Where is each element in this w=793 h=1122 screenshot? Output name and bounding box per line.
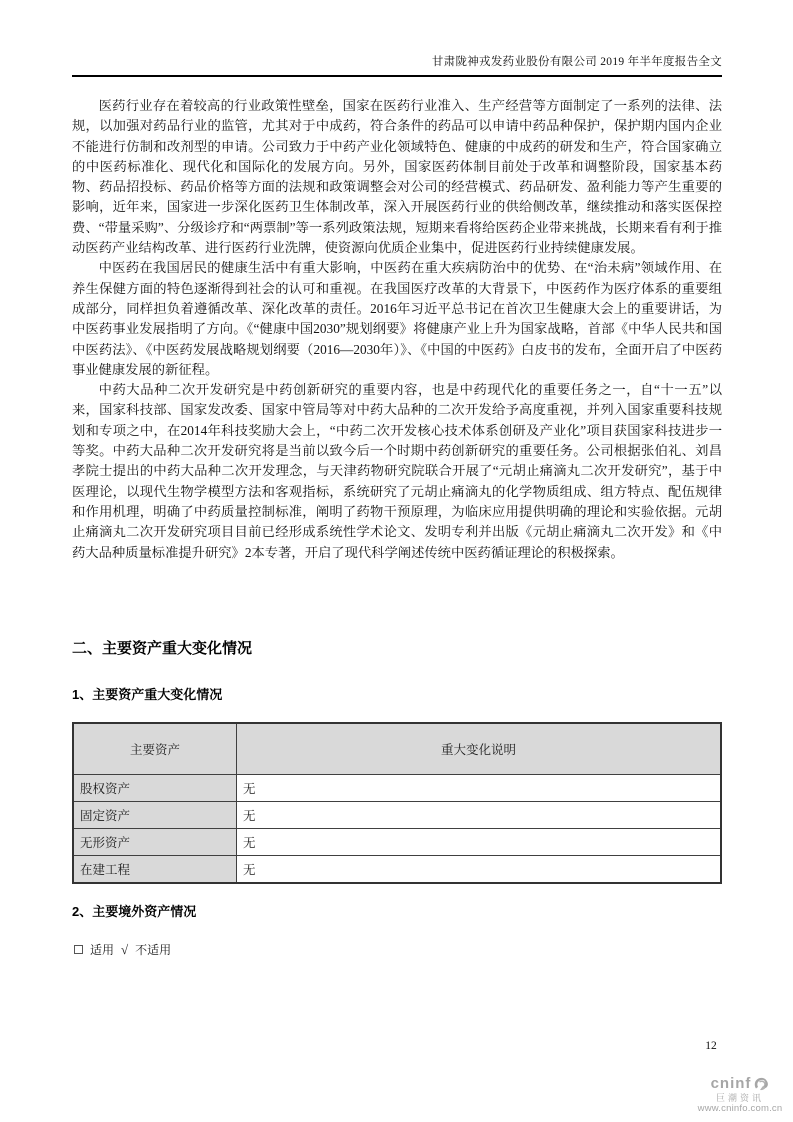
cell-asset-fixed: 固定资产 <box>73 802 237 829</box>
applicable-label: 适用 <box>90 943 115 957</box>
cninfo-logo-row <box>695 1076 785 1093</box>
paragraph-tcm-health: 中医药在我国居民的健康生活中有重大影响，中医药在重大疾病防治中的优势、在“治未病”领域作用、在养生保健方面的特色逐渐得到社会的认可和重视。在我国医疗改革的大背景下，中医药作为医疗体系的重要组成部分，同样担负着遵循改革、深化改革的责任。2016年习近平总书记在首次卫生健康大会上的重要讲话，为中医药事业发展指明了方向。《“健康中国2030”规划纲要》将健康产业上升为国家战略，首部《中华人民共和国中医药法》、《中医药发展战略规划纲要（2016—2030年）》、《中国的中医药》白皮书的发布，全面开启了中医药事业健康发展的新征程。 <box>72 260 722 377</box>
table-row <box>73 856 721 884</box>
paragraph-secondary-development: 中药大品种二次开发研究是中药创新研究的重要内容，也是中药现代化的重要任务之一，自“十一五”以来，国家科技部、国家发改委、国家中管局等对中药大品种的二次开发给予高度重视，并列入国家重要科技规划和专项之中，在2014年科技奖励大会上，“中药二次开发核心技术体系创研及产业化”项目获国家科技进步一等奖。中药大品种二次开发研究将是当前以致今后一个时期中药创新研究的重要任务。公司根据张伯礼、刘昌孝院士提出的中药大品种二次开发理念，与天津药物研究院联合开展了“元胡止痛滴丸二次开发研究”，基于中医理论，以现代生物学模型方法和客观指标，系统研究了元胡止痛滴丸的化学物质组成、组方特点、配伍规律和作用机理，明确了中药质量控制标准，阐明了药物干预原理，为临床应用提供明确的理论和实验依据。元胡止痛滴丸二次开发研究项目目前已经形成系统性学术论文、发明专利并出版《元胡止痛滴丸二次开发》和《中药大品种质量标准提升研究》2本专著，开启了现代科学阐述传统中医药循证理论的积极探索。 <box>72 382 722 560</box>
document-header-title: 甘肃陇神戎发药业股份有限公司 2019 年半年度报告全文 <box>431 56 722 68</box>
cninfo-watermark <box>695 1076 785 1115</box>
cninfo-swirl-icon <box>753 1076 769 1092</box>
cell-desc-equity: 无 <box>237 775 722 802</box>
cell-asset-equity: 股权资产 <box>73 775 237 802</box>
not-applicable-label: 不适用 <box>135 943 172 957</box>
check-mark-icon: √ <box>121 941 129 957</box>
column-header-main-assets: 主要资产 <box>73 723 237 775</box>
subsection-heading-overseas-assets: 2、主要境外资产情况 <box>72 904 197 919</box>
page-number: 12 <box>705 1040 717 1052</box>
table-header-row <box>73 723 721 775</box>
subsection-heading-asset-changes: 1、主要资产重大变化情况 <box>72 687 223 702</box>
cninfo-chinese-name: 巨潮资讯 <box>715 1092 764 1103</box>
header-divider <box>72 75 722 77</box>
cell-desc-construction: 无 <box>237 856 722 884</box>
body-text-block <box>72 96 722 563</box>
asset-changes-table <box>72 722 722 884</box>
paragraph-industry-policy: 医药行业存在着较高的行业政策性壁垒，国家在医药行业准入、生产经营等方面制定了一系列的法律、法规，以加强对药品行业的监管，尤其对于中成药，符合条件的药品可以申请中药品种保护，保护期内国内企业不能进行仿制和改剂型的申请。公司致力于中药产业化领域特色、健康的中成药的研发和生产，符合国家确立的中医药标准化、现代化和国际化的发展方向。另外，国家医药体制目前处于改革和调整阶段，国家基本药物、药品招投标、药品价格等方面的法规和政策调整会对公司的经营模式、药品研发、盈利能力等产生重要的影响，近年来，国家进一步深化医药卫生体制改革，深入开展医药行业的供给侧改革，继续推动和落实医保控费、“带量采购”、分级诊疗和“两票制”等一系列政策法规，短期来看将给医药企业带来挑战，长期来看有利于推动医药产业结构改革、进行医药行业洗牌，使资源向优质企业集中，促进医药行业持续健康发展。 <box>72 98 722 256</box>
table-row <box>73 802 721 829</box>
table-row <box>73 775 721 802</box>
cninfo-url: www.cninfo.com.cn <box>697 1103 783 1115</box>
cell-desc-intangible: 无 <box>237 829 722 856</box>
cell-desc-fixed: 无 <box>237 802 722 829</box>
applicability-line <box>74 941 171 958</box>
cell-asset-construction: 在建工程 <box>73 856 237 884</box>
section-heading-major-asset-changes: 二、主要资产重大变化情况 <box>72 640 253 657</box>
column-header-major-change-description: 重大变化说明 <box>237 723 722 775</box>
checkbox-unchecked-icon <box>74 945 83 954</box>
cninfo-logo-text: cninf <box>710 1075 752 1092</box>
cell-asset-intangible: 无形资产 <box>73 829 237 856</box>
table-row <box>73 829 721 856</box>
